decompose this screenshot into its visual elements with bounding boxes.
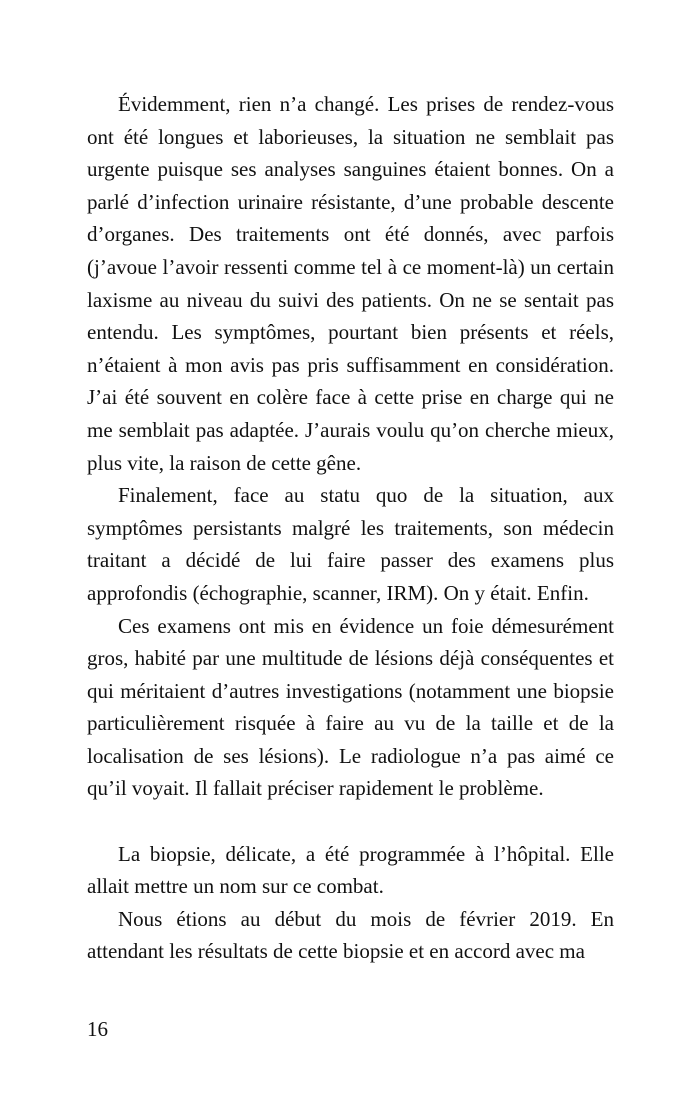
paragraph: Évidemment, rien n’a changé. Les prises de rendez-vous ont été longues et laborieuses, la situation ne semblait pas urgente puisque ses analyses sanguines étaient bonnes. On a parlé d’infection urinaire résistante, d’une probable descente d’organes. Des traitements ont été donnés, avec parfois (j’avoue l’avoir ressenti comme tel à ce moment-là) un certain laxisme au niveau du suivi des patients. On ne se sentait pas entendu. Les symptômes, pourtant bien présents et réels, n’étaient à mon avis pas pris suffisamment en considération. J’ai été souvent en colère face à cette prise en charge qui ne me semblait pas adaptée. J’aurais voulu qu’on cherche mieux, plus vite, la raison de cette gêne. <box>87 92 614 475</box>
paragraph: Ces examens ont mis en évidence un foie démesurément gros, habité par une multitude de lésions déjà conséquentes et qui méritaient d’autres investigations (notamment une biopsie particulièrement risquée à faire au vu de la taille et de la localisation de ses lésions). Le radiologue n’a pas aimé ce qu’il voyait. Il fallait préciser rapidement le problème. <box>87 613 614 801</box>
page-number: 16 <box>87 1017 108 1041</box>
body-text <box>87 88 614 968</box>
paragraph: Finalement, face au statu quo de la situation, aux symptômes persistants malgré les traitements, son médecin traitant a décidé de lui faire passer des examens plus approfondis (échographie, scanner, IRM). On y était. Enfin. <box>87 483 614 605</box>
paragraph: La biopsie, délicate, a été programmée à l’hôpital. Elle allait mettre un nom sur ce combat. <box>87 841 614 899</box>
paragraph: Nous étions au début du mois de février 2019. En attendant les résultats de cette biopsie et en accord avec ma <box>87 906 614 964</box>
